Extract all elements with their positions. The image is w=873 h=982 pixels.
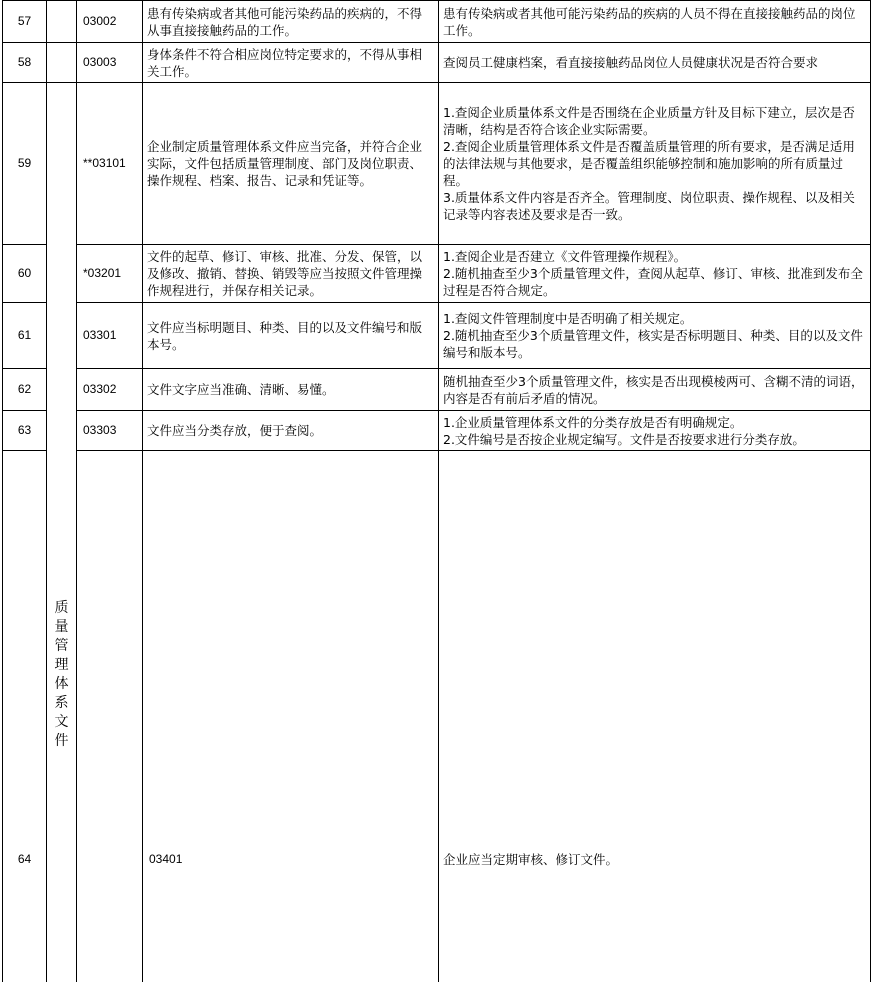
check-method [439,43,871,83]
check-method [439,83,871,245]
category-cell-blank [77,451,143,982]
row-number: 61 [3,303,47,369]
requirement-text: 企业应当定期审核、修订文件。 [439,451,871,982]
requirement-text: 文件的起草、修订、审核、批准、分发、保管，以及修改、撤销、替换、销毁等应当按照文件管理操作规程进行，并保存相关记录。 [143,245,439,303]
table-row [3,1,871,43]
item-code: *03201 [77,245,143,303]
check-line: 2.随机抽查至少3个质量管理文件，查阅从起草、修订、审核、批准到发布全过程是否符合规定。 [443,265,866,299]
row-number: 57 [3,1,47,43]
item-code: 03002 [77,1,143,43]
requirement-text: 文件应当分类存放，便于查阅。 [143,411,439,451]
check-method [439,245,871,303]
category-char: 文 [47,713,76,732]
item-code: 03003 [77,43,143,83]
category-cell-blank [47,1,77,43]
table-row [3,43,871,83]
category-cell-blank [47,43,77,83]
requirement-text: 文件应当标明题目、种类、目的以及文件编号和版本号。 [143,303,439,369]
category-char: 质 [47,599,76,618]
check-method [439,411,871,451]
table-row [3,411,871,451]
requirement-text: 患有传染病或者其他可能污染药品的疾病的，不得从事直接接触药品的工作。 [143,1,439,43]
item-code: 03303 [77,411,143,451]
inspection-table [2,0,871,982]
table-row [3,303,871,369]
check-line: 3.质量体系文件内容是否齐全。管理制度、岗位职责、操作规程、以及相关记录等内容表述及要求是否一致。 [443,189,866,223]
row-number: 62 [3,369,47,411]
row-number: 59 [3,83,47,245]
category-char: 系 [47,694,76,713]
table-row [3,451,871,982]
table-row [3,83,871,245]
check-line: 随机抽查至少3个质量管理文件，核实是否出现模棱两可、含糊不清的词语，内容是否有前后矛盾的情况。 [443,373,866,407]
check-line: 1.查阅企业是否建立《文件管理操作规程》。 [443,248,866,265]
check-method [439,1,871,43]
row-number: 60 [3,245,47,303]
table-row [3,245,871,303]
item-code: 03301 [77,303,143,369]
item-code: **03101 [77,83,143,245]
table-row [3,369,871,411]
row-number: 63 [3,411,47,451]
row-number: 64 [3,451,47,982]
check-method [439,303,871,369]
item-code: 03302 [77,369,143,411]
check-line: 患有传染病或者其他可能污染药品的疾病的人员不得在直接接触药品的岗位工作。 [443,5,866,39]
check-line: 1.企业质量管理体系文件的分类存放是否有明确规定。 [443,414,866,431]
category-char: 件 [47,732,76,751]
requirement-text: 文件文字应当准确、清晰、易懂。 [143,369,439,411]
category-char: 体 [47,675,76,694]
check-line: 查阅员工健康档案，看直接接触药品岗位人员健康状况是否符合要求 [443,54,866,71]
requirement-text: 身体条件不符合相应岗位特定要求的，不得从事相关工作。 [143,43,439,83]
category-char: 理 [47,656,76,675]
requirement-text: 企业制定质量管理体系文件应当完备，并符合企业实际，文件包括质量管理制度、部门及岗位职责、操作规程、档案、报告、记录和凭证等。 [143,83,439,245]
item-code: 03401 [143,451,439,982]
category-label [47,83,77,982]
check-line: 2.随机抽查至少3个质量管理文件，核实是否标明题目、种类、目的以及文件编号和版本号。 [443,327,866,361]
category-char: 管 [47,637,76,656]
category-char: 量 [47,618,76,637]
check-line: 2.查阅企业质量管理体系文件是否覆盖质量管理的所有要求，是否满足适用的法律法规与其他要求，是否覆盖组织能够控制和施加影响的所有质量过程。 [443,138,866,189]
check-line: 1.查阅企业质量体系文件是否围绕在企业质量方针及目标下建立，层次是否清晰，结构是否符合该企业实际需要。 [443,104,866,138]
check-line: 2.文件编号是否按企业规定编写。文件是否按要求进行分类存放。 [443,431,866,448]
check-line: 1.查阅文件管理制度中是否明确了相关规定。 [443,310,866,327]
check-method [439,369,871,411]
row-number: 58 [3,43,47,83]
